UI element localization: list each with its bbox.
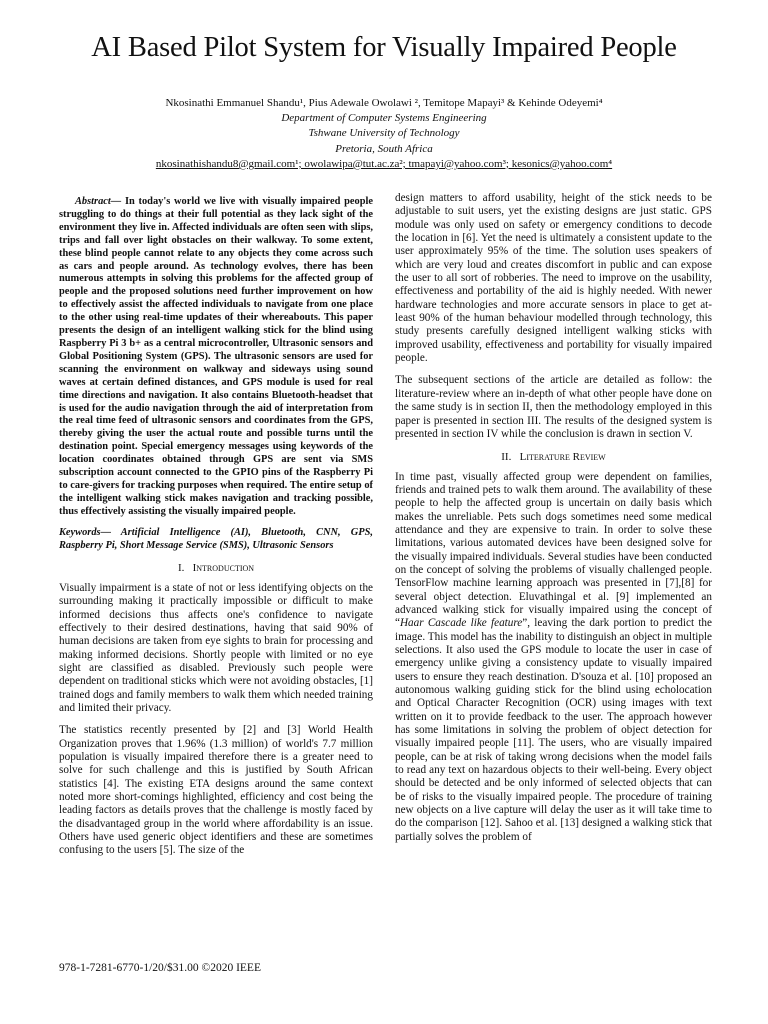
paper-title: AI Based Pilot System for Visually Impaired People xyxy=(91,32,677,63)
author-names: Nkosinathi Emmanuel Shandu¹, Pius Adewale Owolawi ², Temitope Mapayi³ & Kehinde Odeyemi⁴ xyxy=(165,97,603,109)
section-heading-introduction: I. Introduction xyxy=(177,562,255,575)
author-location: Pretoria, South Africa xyxy=(335,142,433,155)
copyright-footer: 978-1-7281-6770-1/20/$31.00 ©2020 IEEE xyxy=(59,962,261,974)
keywords: Keywords— Artificial Intelligence (AI), Bluetooth, CNN, GPS, Raspberry Pi, Short Message Service (SMS), Ultrasonic Sensors xyxy=(59,526,373,551)
author-university: Tshwane University of Technology xyxy=(308,127,460,140)
literature-paragraph-1: In time past, visually affected group were dependent on families, friends and trained pets to walk them around. The availability of these people to help the affected group is uncertain on daily basis which makes the unreliable. Pets such dogs sometimes need some medical attendance and they are expensive to train. In order to solve these limitations, various automated devices have been designed solve for the visually impaired individuals. Several studies have been conducted on the concept of solving the problems of visually challenged people. TensorFlow machine learning approach was presented in [7],[8] for several object detection. Eluvathingal et al. [9] implemented an advanced walking stick for visually impaired using the concept of “Haar Cascade like feature”, leaving the dark portion to predict the image. This model has the inability to distinguish an object in multiple selections. It also used the GPS module to locate the user in case of emergency unlike giving a consistency update to visually impaired users to ensure they reach destination. D'souza et al. [10] proposed an autonomous walking guiding stick for the blind using echolocation and Optical Character Recognition (OCR) using images with text written on it to provide feedback to the user. The approach however has some limitations in solving the problem of object detection for visually impaired people [11]. The users, who are visually impaired people, can be at risk of taking wrong decisions when the model fails to read any text on hazardous objects to their well-being. Every object should be detected and be only informed of selected objects that can be of risks to the visually impaired people. The procedure of training new objects on a live capture will delay the user as it will take time to do the comparison [12]. Sahoo et al. [13] designed a walking stick that partially solves the problem of xyxy=(395,470,712,843)
author-block xyxy=(0,96,768,172)
intro-paragraph-4: The subsequent sections of the article are detailed as follow: the literature-review where an in-depth of what other people have done on the same study is in section II, then the methodology employed in this paper is presented in section III. The results of the designed system is presented in section IV while the conclusion is drawn in section V. xyxy=(395,374,712,440)
intro-paragraph-3: design matters to afford usability, height of the stick needs to be adjustable to suit users, yet the existing designs are just static. GPS module was only used on safety or emergency conditions to decode the location in [6]. Yet the need is ultimately a consistent update to the user approximately 95% of the time. The solution uses speakers of which are very loud and creates discomfort in public and can expose the user to all sort of robberies. The need to improve on the usability, effectiveness and portability of the aid is highly needed. With newer hardware technologies and more accurate sensors in place to get at-least 90% of the human behaviour modelled through technology, this study presents carefully designed intelligent walking sticks with improved usability, effectiveness and portability for visually impaired people. xyxy=(395,192,712,365)
author-department: Department of Computer Systems Engineering xyxy=(281,112,487,125)
section-heading-literature-review: II. Literature Review xyxy=(501,451,606,464)
abstract-text: In today's world we live with visually impaired people struggling to do things at their full potential as they lack sight of the environment they live in. Affected individuals are often seen with slips, trips and fall over light obstacles on their walkway. To some extent, these blind people cannot relate to any objects they come across such as cars and people around. As technology evolves, there has been numerous attempts in solving this problems for the affected group of people and the proposed solutions need further improvement on how to effectively assist the affected individuals to navigate from one place to the other using real-time updates of their whereabouts. This paper presents the design of an intelligent walking stick for the blind using Raspberry Pi 3 b+ as a central microcontroller, Ultrasonic sensors and Global Positioning System (GPS). The ultrasonic sensors are used for scanning the environment on walkway and sideways using sound waves at certain defined distances, and GPS module is used for real time directions and navigation. It also contains Bluetooth-headset that is used for the audio navigation through the aid of interpretation from the real time feed of ultrasonic sensors and coordinates from the GPS, thereby giving the user the actual route and possible turns until the destination point. Special emergency messages using keywords of the location coordinates obtained through GPS are sent via SMS subscription account connected to the GPIO pins of the Raspberry Pi to care-givers for tracking purposes when required. The entire setup of the intelligent walking stick makes navigation and tracking possible, thus effectively assisting the visually impaired people. xyxy=(59,196,373,517)
abstract xyxy=(59,196,373,519)
haar-cascade-term: Haar Cascade like feature xyxy=(399,617,523,630)
intro-paragraph-1: Visually impairment is a state of not or less identifying objects on the surrounding making it practically impossible or difficult to make informed decisions thus affects one's confidence to navigate effectively to their desired destinations, having that said 90% of human decisions are taken from eye sights to brain for processing and making informed decisions. Shortly people with limited or no eye sight are classified as disabled. Previously such people were dependent on traditional sticks which were not avoiding obstacles, [1] trained dogs and family members to walk them which needed training and limited their privacy. xyxy=(59,581,373,714)
abstract-lead: Abstract— xyxy=(75,196,122,207)
intro-paragraph-2: The statistics recently presented by [2] and [3] World Health Organization proves that 1.96% (1.3 million) of world's 7.7 million population is visually impaired therefore there is a greater need to solve for such challenge and this is justified by South African statistics [4]. The existing ETA designs around the same context noted more short-comings highlighted, efficiency and cost being the leading factors as details proves that the challenge is mostly faced by the disadvantaged group in the world where affordability is an issue. Others have used generic object identifiers and these are sometimes confusing to the users [5]. The size of the xyxy=(59,724,373,857)
left-column xyxy=(59,196,373,858)
author-emails: nkosinathishandu8@gmail.com¹; owolawipa@tut.ac.za²; tmapayi@yahoo.com³; kesonics@yahoo.com⁴ xyxy=(155,157,613,170)
right-column xyxy=(395,192,712,844)
